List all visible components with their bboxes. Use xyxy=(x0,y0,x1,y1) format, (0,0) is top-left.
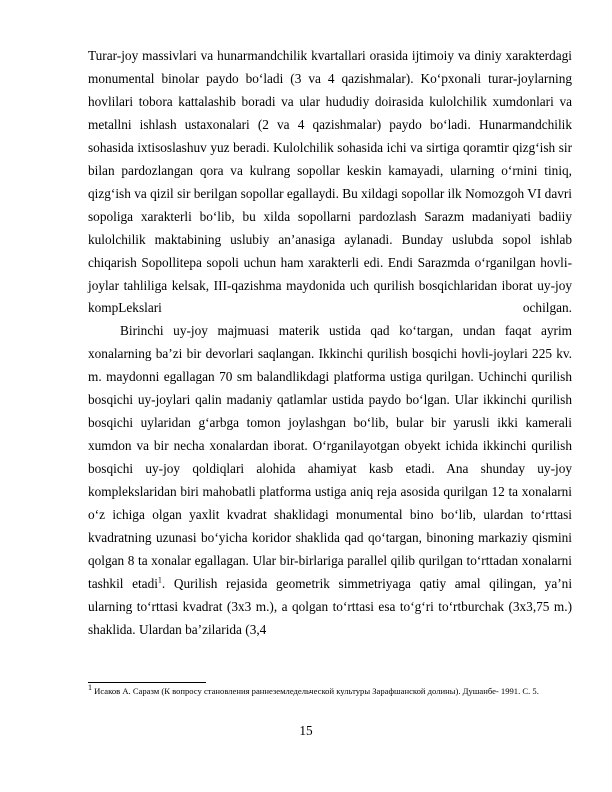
paragraph-2 xyxy=(88,320,572,641)
page-number: 15 xyxy=(299,723,313,738)
paragraph-2-continuation: . Qurilish rejasida geometrik simmetriyaga qatiy amal qilingan, ya’ni ularning to‘rttasi kvadrat (3x3 m.), a qolgan to‘rttasi esa to‘g‘ri to‘rtburchak (3x3,75 m.) shaklida. Ulardan ba’zilarida (3,4 xyxy=(88,575,573,637)
footnote-divider xyxy=(88,682,206,683)
footnote-reference[interactable]: 1 xyxy=(157,575,162,585)
paragraph-1: Turar-joy massivlari va hunarmandchilik kvartallari orasida ijtimoiy va diniy xarakterdagi monumental binolar paydo bo‘ladi (3 va 4 qazishmalar). Ko‘pxonali turar-joylarning hovlilari tobora kattalashib boradi va ular hududiy doirasida kulolchilik xumdonlari va metallni ishlash ustaxonalari (2 va 4 qazishmalar) paydo bo‘ladi. Hunarmandchilik sohasida ixtisoslashuv yuz beradi. Kulolchilik sohasida ichi va sirtiga qoramtir qizg‘ish sir bilan pardozlangan qora va kulrang sopollar keskin kamayadi, ularning o‘rnini tiniq, qizg‘ish va qizil sir berilgan sopollar egallaydi. Bu xildagi sopollar ilk Nomozgoh VI davri sopoliga xarakterli bo‘lib, bu xilda sopollarni pardozlash Sarazm madaniyati badiiy kulolchilik maktabining uslubiy an’anasiga aylanadi. Bunday uslubda sopol ishlab chiqarish Sopollitepa sopoli uchun ham xarakterli edi. Endi Sarazmda o‘rganilgan hovli-joylar tahliliga kelsak, III-qazishma maydonida uch qurilish bosqichlaridan iborat uy-joy kompLekslari ochilgan. xyxy=(88,48,572,316)
footnote xyxy=(88,683,572,697)
paragraph-2-text: Birinchi uy-joy majmuasi materik ustida qad ko‘targan, undan faqat ayrim xonalarning ba’zi bir devorlari saqlangan. Ikkinchi qurilish bosqichi hovli-joylari 225 kv. m. maydonni egallagan 70 sm balandlikdagi platforma ustiga qurilgan. Uchinchi qurilish bosqichi uy-joylari qalin madaniy qatlamlar ustida paydo bo‘lgan. Ular ikkinchi qurilish bosqichi uylaridan g‘arbga tomon joylashgan bo‘lib, bular bir yarusli ikki kamerali xumdon va bir necha xonalardan iborat. O‘rganilayotgan obyekt ichida ikkinchi qurilish bosqichi uy-joy qoldiqlari alohida ahamiyat kasb etadi. Ana shunday uy-joy komplekslaridan biri mahobatli platforma ustiga aniq reja asosida qurilgan 12 ta xonalarni o‘z ichiga olgan yaxlit kvadrat shaklidagi monumental bino bo‘lib, ulardan to‘rttasi kvadratning uzunasi bo‘yicha koridor shaklida qad qo‘targan, binoning markaziy qismini qolgan 8 ta xonalar egallagan. Ular bir-birlariga parallel qilib qurilgan to‘rttadan xonalarni tashkil etadi xyxy=(88,323,572,591)
main-text xyxy=(88,45,572,642)
footnote-text: Исаков А. Саразм (К вопросу становления раннеземледельческой культуры Зарафшанской долины). Душанбе- 1991. С. 5. xyxy=(92,686,539,696)
footnote-marker: 1 xyxy=(88,683,92,693)
